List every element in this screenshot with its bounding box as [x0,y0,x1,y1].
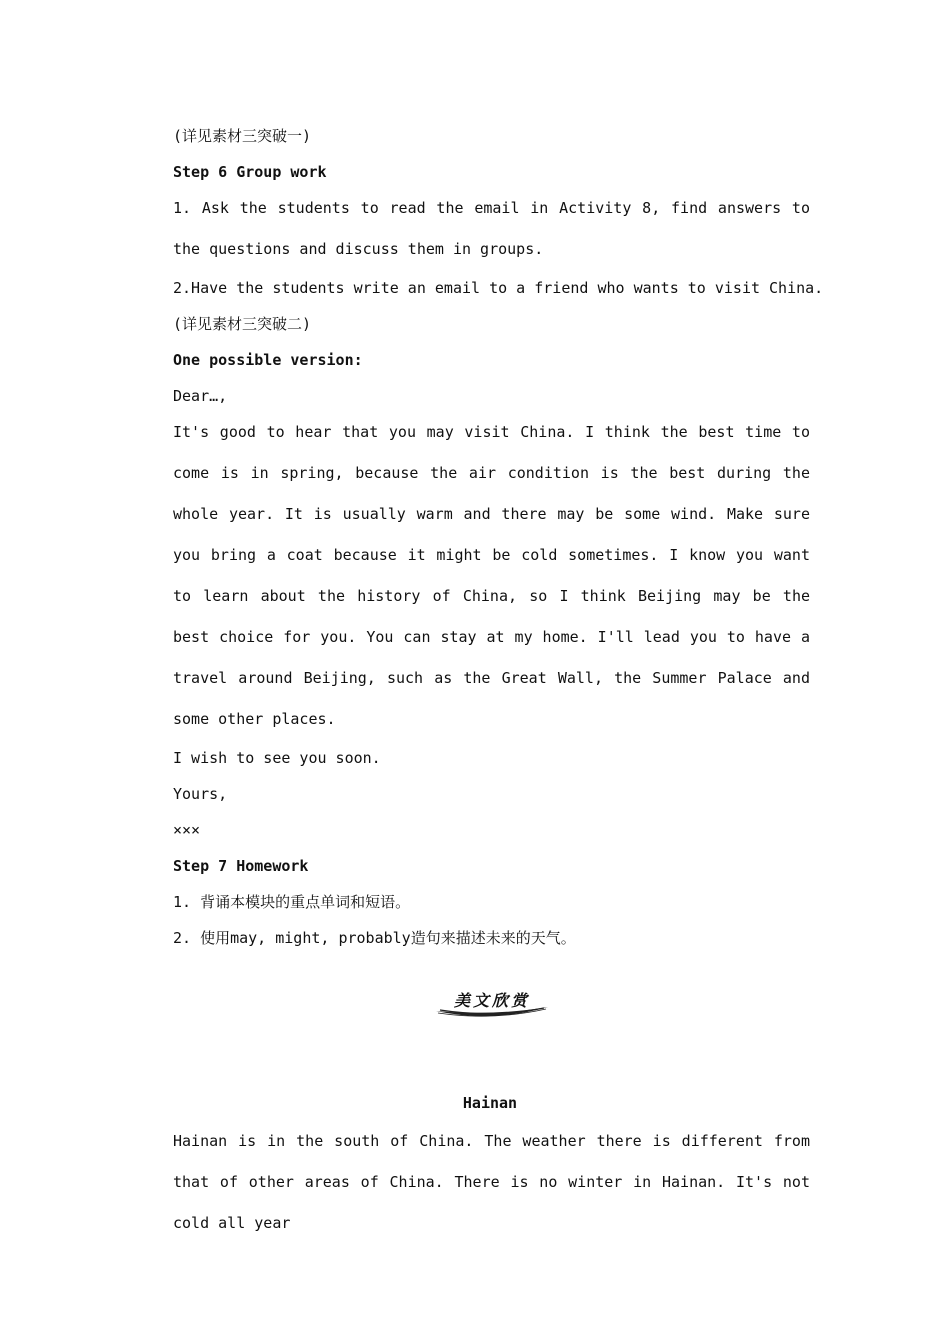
section-banner [434,985,550,1021]
material-reference-2: (详见素材三突破二) [173,315,312,333]
article-title: Hainan [462,1094,518,1112]
article-body: Hainan is in the south of China. The weather there is different from that of other areas of China. There is no winter in Hainan. It's not cold all year [173,1132,810,1232]
homework-item-2: 2. 使用may, might, probably造句来描述未来的天气。 [173,929,576,947]
step6-item-1: 1. Ask the students to read the email in Activity 8, find answers to the questions and discuss them in groups. [173,199,810,258]
homework-item-1: 1. 背诵本模块的重点单词和短语。 [173,893,411,911]
letter-body: It's good to hear that you may visit China. I think the best time to come is in spring, because the air condition is the best during the whole year. It is usually warm and there may be some wind. Make sure you bring a coat because it might be cold sometimes. I know you want to learn about the history of China, so I think Beijing may be the best choice for you. You can stay at my home. I'll lead you to have a travel around Beijing, such as the Great Wall, the Summer Palace and some other places. [173,423,810,728]
letter-closing: Yours, [173,785,228,803]
version-label: One possible version: [173,351,363,369]
letter-signature: ××× [173,821,201,839]
letter-greeting: Dear…, [173,387,228,405]
lesson-plan-section [140,118,824,956]
article-section [140,1121,810,1244]
step6-heading: Step 6 Group work [173,163,327,181]
banner-label: 美文欣赏 [453,991,530,1010]
step6-item-2: 2.Have the students write an email to a friend who wants to visit China. [173,279,824,297]
step7-heading: Step 7 Homework [173,857,309,875]
letter-wish: I wish to see you soon. [173,749,381,767]
material-reference-1: (详见素材三突破一) [173,127,312,145]
